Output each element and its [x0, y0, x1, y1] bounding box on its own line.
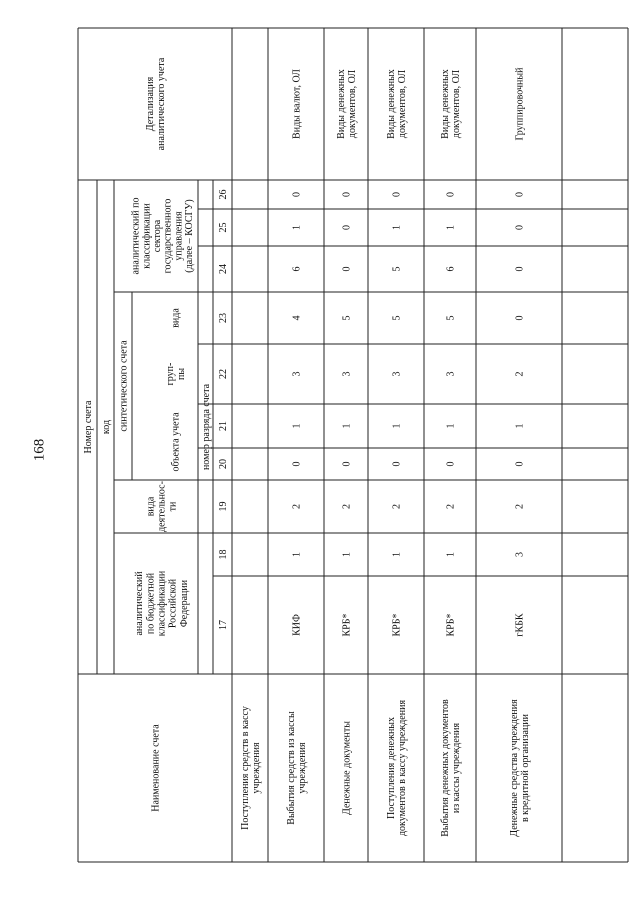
header-account-name: Наименование счета	[150, 724, 162, 812]
cell-r4-c25: 1	[391, 225, 403, 230]
cell-r4-c21: 1	[391, 423, 403, 429]
page-number: 168	[31, 438, 48, 462]
cell-r5-c18: 1	[445, 552, 457, 557]
digit-number-20: 20	[218, 459, 229, 469]
cell-r4-c19: 2	[391, 504, 403, 509]
row-name-3: Денежные документы	[341, 721, 353, 815]
cell-r5-c21: 1	[445, 423, 457, 429]
cell-r6-c19: 2	[514, 504, 526, 509]
cell-r3-c24: 0	[341, 266, 353, 272]
cell-r6-c24: 0	[514, 266, 526, 272]
cell-r6-c23: 0	[514, 315, 526, 321]
cell-r3-c17: КРБ*	[341, 613, 353, 637]
cell-r6-c18: 3	[514, 552, 526, 557]
digit-number-23: 23	[218, 313, 229, 323]
row-detail-4: Виды денежныхдокументов, ОЛ	[385, 69, 409, 139]
cell-r4-c17: КРБ*	[391, 613, 403, 637]
digit-number-18: 18	[218, 549, 229, 560]
cell-r6-c20: 0	[514, 461, 526, 467]
row-name-1: Поступления средств в кассуучреждения	[239, 706, 263, 830]
cell-r3-c18: 1	[341, 552, 353, 557]
header-digit-number: номер разряда счета	[201, 383, 212, 471]
cell-r4-c20: 0	[391, 461, 403, 467]
cell-r2-c24: 6	[291, 266, 303, 272]
cell-r5-c20: 0	[445, 461, 457, 467]
cell-r4-c18: 1	[391, 552, 403, 557]
cell-r2-c22: 3	[291, 371, 303, 377]
cell-r5-c19: 2	[445, 504, 457, 509]
cell-r2-c19: 2	[291, 504, 303, 509]
digit-number-19: 19	[218, 501, 229, 512]
header-group: груп-пы	[164, 362, 188, 386]
cell-r3-c23: 5	[341, 315, 353, 321]
cell-r5-c23: 5	[445, 315, 457, 321]
header-kod: код	[101, 419, 112, 435]
cell-r2-c25: 1	[291, 225, 303, 230]
cell-r6-c26: 0	[514, 192, 526, 197]
cell-r6-c21: 1	[514, 423, 526, 429]
digit-number-22: 22	[218, 369, 229, 379]
row-name-2: Выбытия средств из кассыучреждения	[285, 711, 309, 825]
row-name-6: Денежные средства учрежденияв кредитной организации	[508, 699, 532, 837]
row-name-5: Выбытия денежных документовиз кассы учреждения	[439, 699, 463, 837]
cell-r2-c26: 0	[291, 192, 303, 197]
header-detail: Детализацияаналитического учета	[144, 57, 168, 151]
cell-r5-c25: 1	[445, 225, 457, 230]
cell-r3-c20: 0	[341, 461, 353, 467]
digit-number-17: 17	[218, 620, 229, 630]
cell-r3-c19: 2	[341, 504, 353, 509]
cell-r2-c17: КИФ	[291, 614, 303, 636]
cell-r5-c24: 6	[445, 266, 457, 272]
row-detail-5: Виды денежныхдокументов, ОЛ	[439, 69, 463, 139]
header-synthetic: синтетического счета	[118, 340, 130, 432]
cell-r3-c26: 0	[341, 192, 353, 197]
cell-r4-c24: 5	[391, 266, 403, 272]
header-kind: вида	[170, 308, 182, 328]
row-detail-6: Группировочный	[514, 67, 526, 141]
row-detail-2: Виды валют, ОЛ	[291, 69, 303, 139]
row-detail-3: Виды денежныхдокументов, ОЛ	[335, 69, 359, 139]
cell-r4-c22: 3	[391, 371, 403, 377]
cell-r5-c17: КРБ*	[445, 613, 457, 637]
cell-r5-c22: 3	[445, 371, 457, 377]
cell-r2-c18: 1	[291, 552, 303, 557]
cell-r6-c17: гКБК	[514, 613, 526, 637]
header-activity: видадеятельнос-ти	[145, 481, 179, 532]
digit-number-25: 25	[218, 222, 229, 233]
cell-r6-c25: 0	[514, 225, 526, 230]
header-analytic-budget: аналитическийпо бюджетнойклассификацииРоссийскойФедерации	[134, 570, 190, 637]
cell-r2-c20: 0	[291, 461, 303, 467]
cell-r3-c25: 0	[341, 225, 353, 230]
cell-r5-c26: 0	[445, 192, 457, 197]
cell-r3-c22: 3	[341, 371, 353, 377]
cell-r3-c21: 1	[341, 423, 353, 429]
row-name-4: Поступления денежныхдокументов в кассу учреждения	[385, 699, 409, 837]
cell-r4-c26: 0	[391, 192, 403, 197]
header-account-number: Номер счета	[83, 400, 94, 454]
digit-number-21: 21	[218, 421, 229, 431]
cell-r2-c23: 4	[291, 315, 303, 321]
cell-r4-c23: 5	[391, 315, 403, 321]
cell-r6-c22: 2	[514, 371, 526, 377]
cell-r2-c21: 1	[291, 423, 303, 429]
header-object: объекта учета	[170, 412, 182, 472]
digit-number-24: 24	[218, 264, 229, 274]
digit-number-26: 26	[218, 189, 229, 200]
header-kosgu: аналитический поклассификациисекторагосударственногоуправления(далее – КОСГУ)	[130, 197, 195, 275]
